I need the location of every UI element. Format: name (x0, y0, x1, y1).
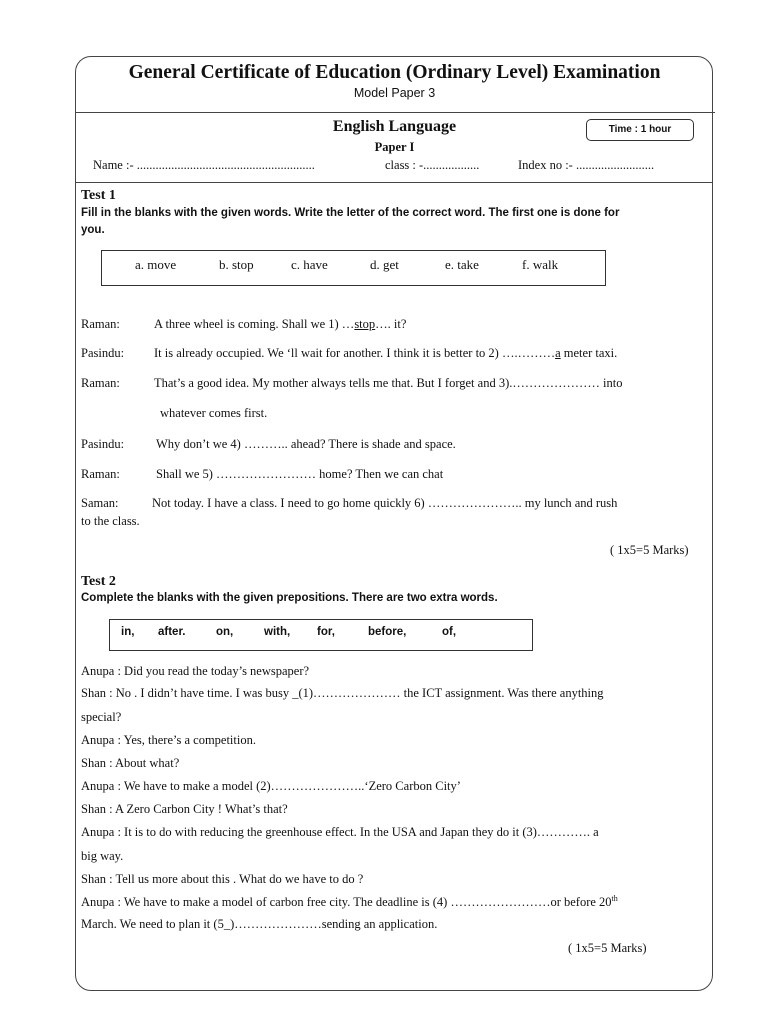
dialogue-line: Shall we 5) …………………… home? Then we can chat (156, 467, 444, 481)
prep-on: on, (216, 626, 234, 638)
prep-before: before, (368, 626, 407, 638)
dialogue-line: It is already occupied. We ‘ll wait for another. I think it is better to 2) ….………a meter taxi. (154, 346, 618, 360)
prep-after: after. (158, 626, 186, 638)
dialogue-line: to the class. (81, 514, 140, 528)
name-field[interactable]: Name :- ......................................................... (93, 158, 315, 172)
superscript-th: th (611, 894, 618, 903)
dialogue-line: March. We need to plan it (5_)…………………sending an application. (81, 917, 438, 931)
time-box: Time : 1 hour (586, 119, 694, 141)
answer-stop: stop (354, 317, 376, 331)
dialogue-line: Anupa : It is to do with reducing the greenhouse effect. In the USA and Japan they do it (3)…………. a (81, 825, 599, 839)
test2-instruction: Complete the blanks with the given prepositions. There are two extra words. (81, 592, 498, 604)
option-take: e. take (445, 257, 479, 272)
option-have: c. have (291, 257, 328, 272)
prep-for: for, (317, 626, 335, 638)
speaker: Raman: (81, 376, 120, 390)
subject-title: English Language (332, 118, 457, 135)
dialogue-line: Why don’t we 4) ……….. ahead? There is shade and space. (156, 437, 456, 451)
test2-marks: ( 1x5=5 Marks) (568, 941, 647, 955)
page-border (75, 56, 713, 991)
dialogue-line: Shan : A Zero Carbon City ! What’s that? (81, 802, 288, 816)
dialogue-line: big way. (81, 849, 124, 863)
dialogue-line: Anupa : We have to make a model (2)…………………..‘Zero Carbon City’ (81, 779, 461, 793)
prep-with: with, (264, 626, 291, 638)
dialogue-line: That’s a good idea. My mother always tells me that. But I forget and 3).………………… into (154, 376, 623, 390)
dialogue-line: Anupa : We have to make a model of carbon free city. The deadline is (4) ……………………or before 20th (81, 894, 618, 910)
dialogue-line: Shan : About what? (81, 756, 180, 770)
speaker: Raman: (81, 467, 120, 481)
speaker: Pasindu: (81, 346, 125, 360)
test1-instruction-cont: you. (81, 224, 105, 236)
dialogue-line: Shan : No . I didn’t have time. I was busy _(1)………………… the ICT assignment. Was there anything (81, 686, 604, 700)
exam-title: General Certificate of Education (Ordinary Level) Examination (128, 62, 661, 83)
info-divider (75, 182, 712, 183)
prep-in: in, (121, 626, 135, 638)
index-field[interactable]: Index no :- ......................... (518, 158, 655, 172)
speaker: Raman: (81, 317, 120, 331)
paper-label: Paper I (374, 140, 415, 154)
dialogue-line: Anupa : Yes, there’s a competition. (81, 733, 256, 747)
test1-instruction: Fill in the blanks with the given words. Write the letter of the correct word. The first one is done for (81, 207, 620, 219)
model-paper-label: Model Paper 3 (353, 86, 436, 100)
dialogue-line: whatever comes first. (160, 406, 268, 420)
answer-a: a (555, 346, 561, 360)
option-move: a. move (135, 257, 177, 272)
option-stop: b. stop (219, 257, 254, 272)
dialogue-line: A three wheel is coming. Shall we 1) …stop…. it? (154, 317, 407, 331)
dialogue-line: Shan : Tell us more about this . What do we have to do ? (81, 872, 364, 886)
speaker: Pasindu: (81, 437, 125, 451)
test1-heading: Test 1 (81, 188, 116, 203)
class-field[interactable]: class : -.................. (385, 158, 480, 172)
header-divider (75, 112, 715, 113)
dialogue-line: special? (81, 710, 122, 724)
dialogue-line: Anupa : Did you read the today’s newspaper? (81, 664, 310, 678)
test2-heading: Test 2 (81, 574, 116, 589)
test1-marks: ( 1x5=5 Marks) (610, 543, 689, 557)
option-get: d. get (370, 257, 399, 272)
dialogue-line: Not today. I have a class. I need to go home quickly 6) ………………….. my lunch and rush (152, 496, 618, 510)
option-walk: f. walk (522, 257, 559, 272)
prep-of: of, (442, 626, 457, 638)
speaker: Saman: (81, 496, 119, 510)
